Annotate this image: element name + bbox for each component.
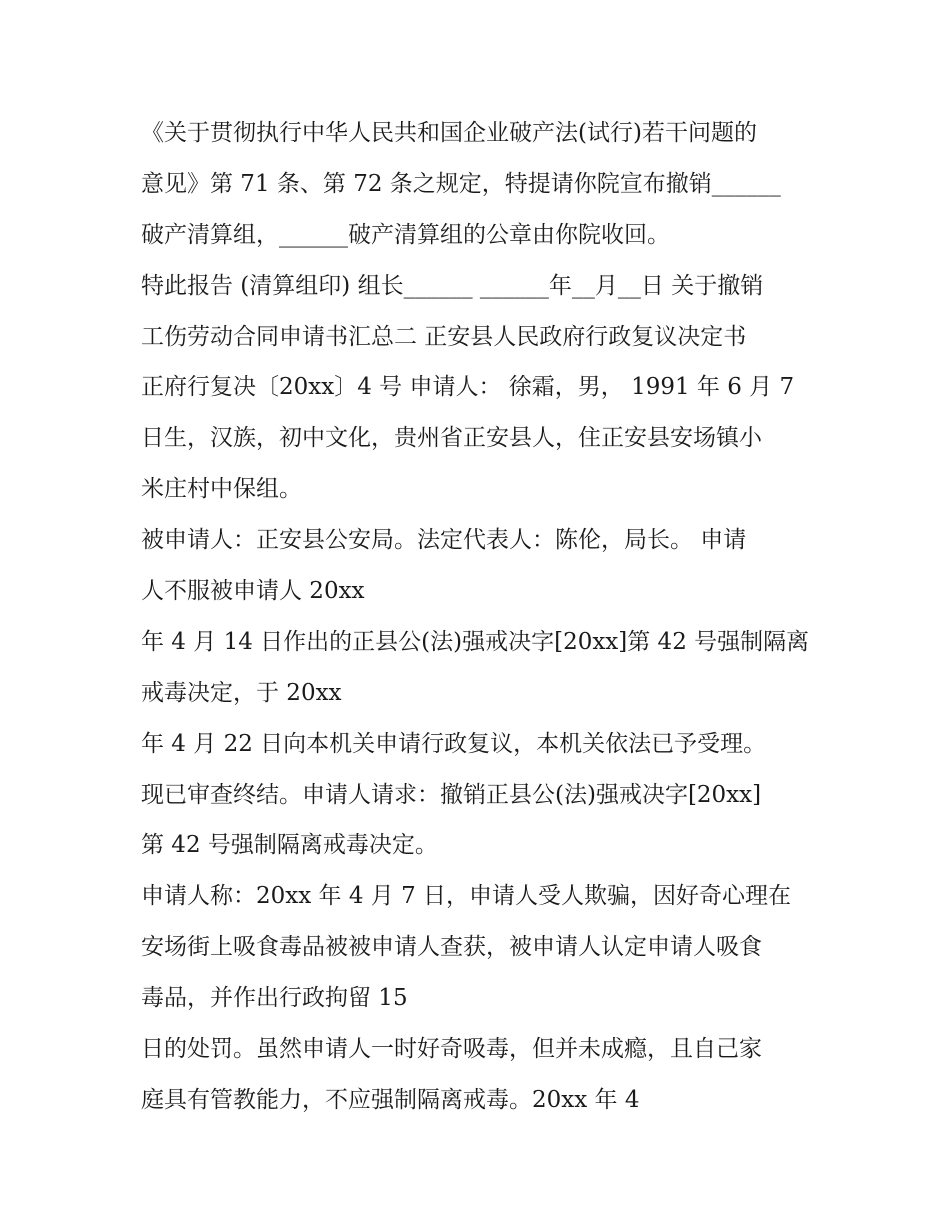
text-line: 工伤劳动合同申请书汇总二 正安县人民政府行政复议决定书 — [141, 323, 747, 350]
text-line: 被申请人：正安县公安局。法定代表人：陈伦，局长。 申请 — [141, 527, 747, 554]
text-line: 年 4 月 22 日向本机关申请行政复议，本机关依法已予受理。 — [141, 730, 767, 757]
text-line: 第 42 号强制隔离戒毒决定。 — [141, 832, 438, 859]
text-line: 《关于贯彻执行中华人民共和国企业破产法(试行)若干问题的 — [141, 120, 757, 146]
text-line: 戒毒决定，于 20xx — [141, 679, 342, 706]
text-line: 意见》第 71 条、第 72 条之规定，特提请你院宣布撤销______ — [141, 170, 781, 197]
text-line: 正府行复决〔20xx〕4 号 申请人： 徐霜，男， 1991 年 6 月 7 — [141, 374, 795, 401]
text-line: 现已审查终结。申请人请求：撤销正县公(法)强戒决字[20xx] — [141, 781, 762, 808]
text-line: 破产清算组，______破产清算组的公章由你院收回。 — [141, 221, 670, 248]
text-line: 米庄村中保组。 — [141, 476, 302, 503]
text-line: 安场街上吸食毒品被被申请人查获，被申请人认定申请人吸食 — [141, 934, 762, 961]
text-line: 日的处罚。虽然申请人一时好奇吸毒，但并未成瘾，且自己家 — [141, 1036, 762, 1063]
text-line: 人不服被申请人 20xx — [141, 578, 365, 605]
text-line: 庭具有管教能力，不应强制隔离戒毒。20xx 年 4 — [141, 1086, 640, 1113]
text-line: 特此报告 (清算组印) 组长______ ______年__月__日 关于撤销 — [141, 272, 764, 299]
text-line: 年 4 月 14 日作出的正县公(法)强戒决字[20xx]第 42 号强制隔离 — [141, 628, 810, 655]
text-line: 日生，汉族，初中文化，贵州省正安县人，住正安县安场镇小 — [141, 425, 762, 452]
text-line: 申请人称：20xx 年 4 月 7 日，申请人受人欺骗，因好奇心理在 — [141, 883, 792, 910]
text-line: 毒品，并作出行政拘留 15 — [141, 985, 408, 1012]
document-body — [141, 108, 841, 1126]
